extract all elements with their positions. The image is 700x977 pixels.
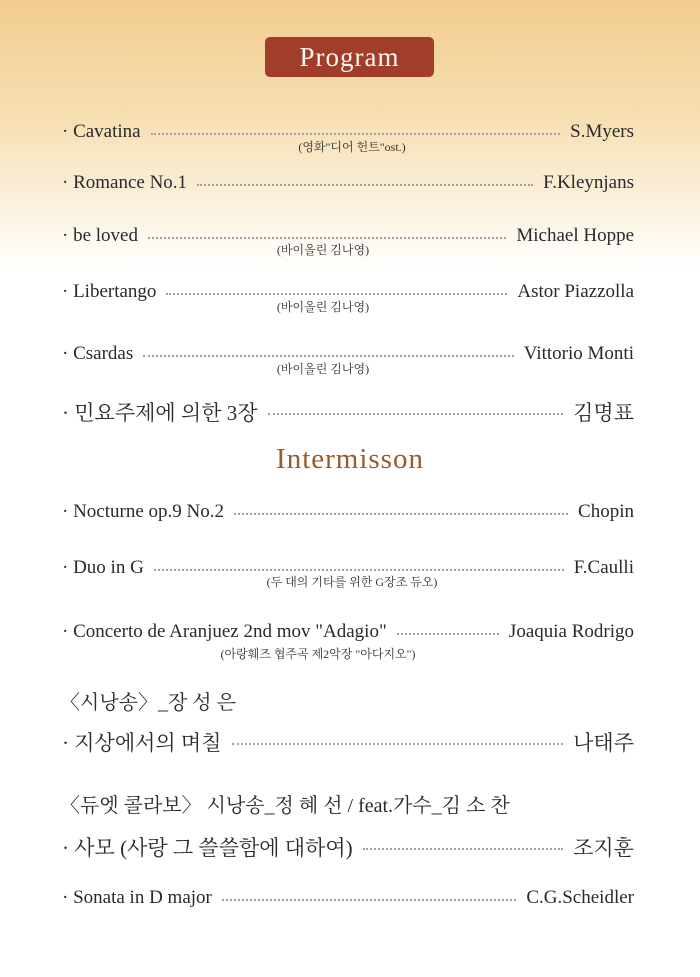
dot-leader (151, 133, 561, 135)
piece-note: (바이올린 김나영) (276, 362, 370, 376)
piece-note: (바이올린 김나영) (276, 243, 370, 257)
piece-title: · Cavatina (62, 121, 141, 142)
piece-title: · Nocturne op.9 No.2 (62, 501, 224, 522)
program-title: Program (299, 41, 400, 72)
piece-title: · 지상에서의 며칠 (62, 731, 222, 755)
program-item (62, 498, 634, 526)
piece-title: · Concerto de Aranjuez 2nd mov "Adagio" (62, 621, 387, 642)
dot-leader (397, 633, 499, 635)
piece-title: · Sonata in D major (62, 887, 212, 908)
composer-name: 조지훈 (573, 836, 634, 860)
piece-note: (영화"디어 헌트"ost.) (298, 140, 406, 154)
intermission-heading: Intermisson (276, 443, 424, 475)
program-item (62, 884, 634, 912)
piece-title: · be loved (62, 225, 138, 246)
program-item (62, 398, 634, 426)
composer-name: 나태주 (573, 731, 634, 755)
dot-leader (232, 743, 564, 745)
program-item (62, 833, 634, 861)
composer-name: Vittorio Monti (523, 343, 634, 364)
piece-note: (두 대의 기타를 위한 G장조 듀오) (266, 575, 438, 589)
composer-name: Joaquia Rodrigo (508, 621, 634, 642)
program-item (62, 618, 634, 646)
composer-name: F.Caulli (573, 557, 634, 578)
composer-name: C.G.Scheidler (526, 887, 634, 908)
section-heading-duet: 〈듀엣 콜라보〉 시낭송_정 혜 선 / feat.가수_김 소 찬 (60, 795, 510, 817)
section-heading-poetry: 〈시낭송〉_장 성 은 (60, 692, 236, 714)
piece-title: · Libertango (62, 281, 157, 302)
dot-leader (268, 413, 564, 415)
piece-title: · 민요주제에 의한 3장 (62, 401, 258, 425)
piece-title: · Duo in G (62, 557, 144, 578)
dot-leader (143, 355, 514, 357)
dot-leader (166, 293, 507, 295)
piece-title: · Csardas (62, 343, 134, 364)
composer-name: Astor Piazzolla (517, 281, 634, 302)
dot-leader (197, 184, 533, 186)
program-title-badge (265, 37, 434, 77)
dot-leader (363, 848, 563, 850)
piece-title: · 사모 (사랑 그 쓸쓸함에 대하여) (62, 836, 353, 860)
composer-name: 김명표 (573, 401, 634, 425)
dot-leader (222, 899, 516, 901)
piece-note: (바이올린 김나영) (276, 300, 370, 314)
composer-name: S.Myers (570, 121, 634, 142)
dot-leader (154, 569, 564, 571)
program-item (62, 728, 634, 756)
dot-leader (234, 513, 568, 515)
dot-leader (148, 237, 506, 239)
piece-note: (아랑훼즈 협주곡 제2악장 "아다지오") (220, 647, 416, 661)
composer-name: F.Kleynjans (543, 172, 634, 193)
composer-name: Chopin (578, 501, 634, 522)
program-item (62, 169, 634, 197)
piece-title: · Romance No.1 (62, 172, 188, 193)
composer-name: Michael Hoppe (516, 225, 634, 246)
